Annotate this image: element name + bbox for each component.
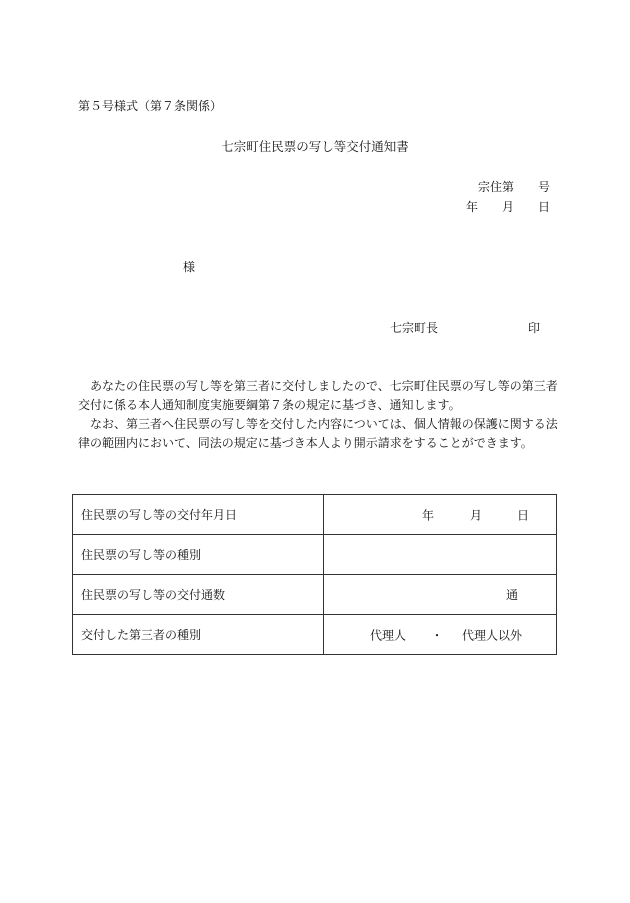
row-label: 住民票の写し等の交付通数 [73,575,324,615]
issuance-date-cell [324,495,557,535]
copy-count-cell: 通 [324,575,557,615]
form-number: 第５号様式（第７条関係） [78,99,223,113]
third-party-type-cell [324,615,557,655]
month-label: 月 [470,508,483,522]
notice-body [78,377,558,453]
table-row [73,615,557,655]
body-paragraph: なお、第三者へ住民票の写し等を交付した内容については、個人情報の保護に関する法律の範囲内において、同法の規定に基づき本人より開示請求をすることができます。 [78,417,558,450]
option-agent: 代理人 [370,628,407,642]
option-non-agent: 代理人以外 [462,628,523,642]
option-separator: ・ [431,628,444,642]
day-label: 日 [517,508,530,522]
row-label: 住民票の写し等の種別 [73,535,324,575]
document-title: 七宗町住民票の写し等交付通知書 [221,139,409,154]
recipient-suffix: 様 [183,260,196,274]
table-row [73,575,557,615]
document-type-cell [324,535,557,575]
table-row [73,495,557,535]
issuer-name: 七宗町長 [390,321,439,335]
issuance-details-table [72,494,557,655]
year-label: 年 [422,508,435,522]
body-paragraph: あなたの住民票の写し等を第三者に交付しましたので、七宗町住民票の写し等の第三者交付に係る本人通知制度実施要綱第７条の規定に基づき、通知します。 [78,379,558,412]
issue-date: 年 月 日 [465,200,550,214]
document-number: 宗住第 号 [477,180,550,194]
row-label: 交付した第三者の種別 [73,615,324,655]
table-row [73,535,557,575]
row-label: 住民票の写し等の交付年月日 [73,495,324,535]
seal-mark: 印 [528,321,541,335]
